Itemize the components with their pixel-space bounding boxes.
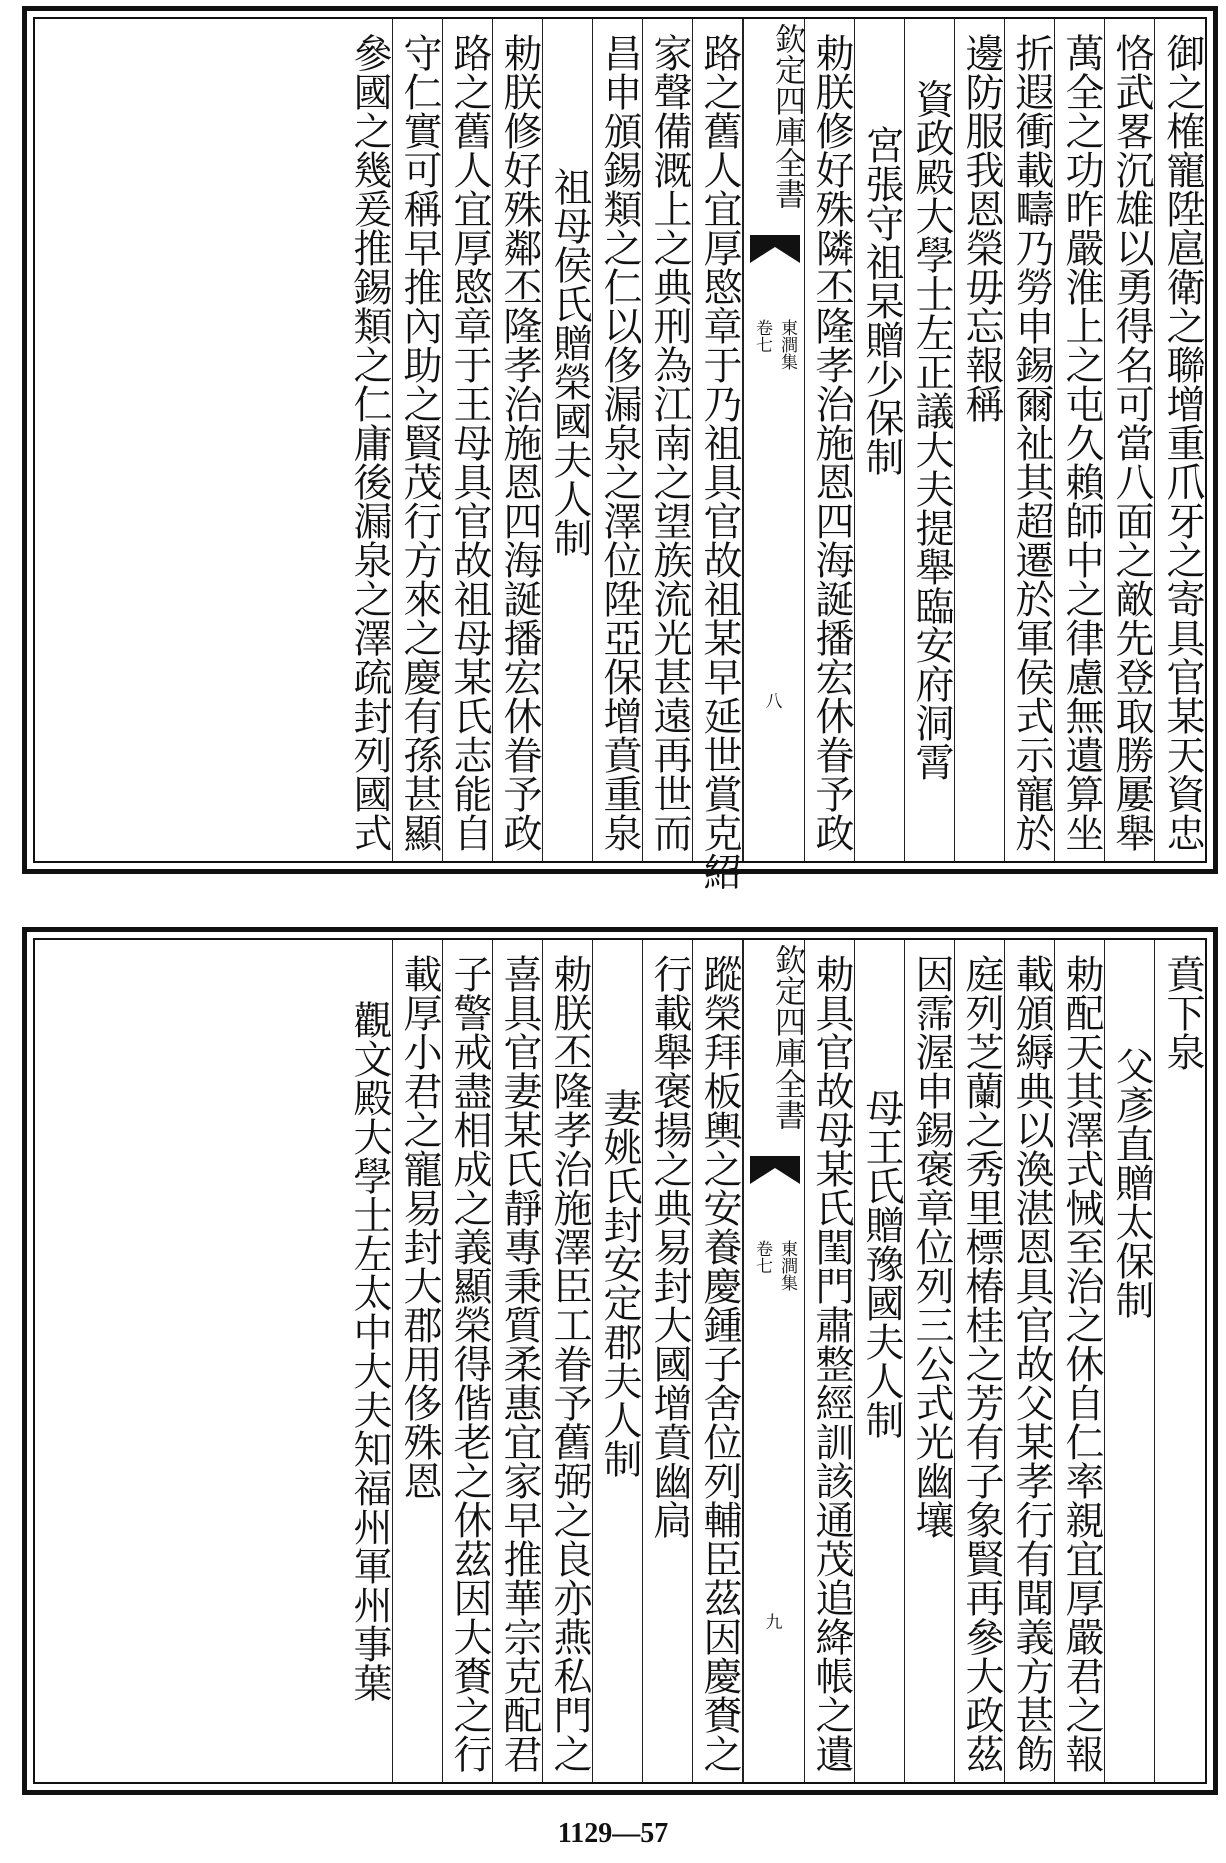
text-column: 路之舊人宜厚愍章于乃祖具官故祖某早延世賞克紹 [693,19,743,861]
volume-label: 卷七 [752,1240,772,1274]
fish-tail-mark-icon [748,233,802,267]
book-series-title: 欽定四庫全書 [769,944,805,1130]
folio-number: 九 [765,1613,783,1633]
volume-label: 卷七 [752,319,772,353]
bottom-page-columns [35,940,1205,1782]
text-column: 邊防服我恩榮毋忘報稱 [955,19,1005,861]
text-column: 勅配天其澤式悈至治之休自仁率親宜厚嚴君之報 [1055,940,1105,1782]
text-column-heading: 父彥直贈太保制 [1105,940,1155,1782]
book-series-title: 欽定四庫全書 [769,23,805,209]
text-column: 參國之幾爰推錫類之仁庸後漏泉之澤疏封列國式 [343,19,393,861]
text-column: 家聲備溉上之典刑為江南之望族流光甚遠再世而 [643,19,693,861]
center-fold [743,940,805,1782]
center-fold [743,19,805,861]
page-footer-number: 1129—57 [557,1818,669,1849]
text-column: 御之榷寵陞扈衛之聯增重爪牙之寄具官某天資忠 [1160,33,1205,852]
text-column-heading: 祖母侯氏贈榮國夫人制 [543,19,593,861]
text-column: 載頒縟典以渙湛恩具官故父某孝行有聞義方甚飭 [1005,940,1055,1782]
text-column: 賁下泉 [1160,954,1205,1071]
text-column: 勅朕修好殊鄰丕隆孝治施恩四海誕播宏休眷予政 [493,19,543,861]
text-column: 因霈渥申錫褒章位列三公式光幽壤 [905,940,955,1782]
text-column: 守仁實可稱早推內助之賢茂行方來之慶有孫甚顯 [393,19,443,861]
text-column: 折遐衝載疇乃勞申錫爾祉其超遷於軍侯式示寵於 [1005,19,1055,861]
text-column-heading: 母王氏贈豫國夫人制 [855,940,905,1782]
text-column: 子警戒盡相成之義顯榮得偕老之休茲因大賚之行 [443,940,493,1782]
bottom-page [22,927,1218,1795]
top-page-columns [35,19,1205,891]
text-column: 喜具官妻某氏靜專秉質柔惠宜家早推華宗克配君 [493,940,543,1782]
text-column: 行載舉褒揚之典易封大國增賁幽扃 [643,940,693,1782]
text-column: 昌申頒錫類之仁以侈漏泉之澤位陞亞保增賁重泉 [593,19,643,861]
text-column: 恪武畧沉雄以勇得名可當八面之敵先登取勝屢舉 [1105,19,1155,861]
text-column: 勅朕丕隆孝治施澤臣工眷予舊弼之良亦燕私門之 [543,940,593,1782]
fish-tail-mark-icon [748,1154,802,1188]
text-column: 蹤榮拜板輿之安養慶鍾子舍位列輔臣茲因慶賚之 [693,940,743,1782]
book-title: 東澗集 [777,319,797,370]
text-column-heading: 資政殿大學士左正議大夫提舉臨安府洞霄 [905,19,955,861]
text-column-heading: 觀文殿大學士左太中大夫知福州軍州事葉 [343,940,393,1782]
text-column: 勅具官故母某氏閨門肅整經訓該通茂追絳帳之遺 [805,940,855,1782]
text-column-heading: 妻姚氏封安定郡夫人制 [593,940,643,1782]
top-page-frame [33,17,1207,891]
bottom-page-frame [33,938,1207,1784]
text-column: 載厚小君之寵易封大郡用侈殊恩 [393,940,443,1782]
top-page [22,6,1218,891]
text-column-heading: 宮張守祖杲贈少保制 [855,19,905,861]
text-column: 庭列芝蘭之秀里標椿桂之芳有子象賢再參大政茲 [955,940,1005,1782]
text-column: 勅朕修好殊隣丕隆孝治施恩四海誕播宏休眷予政 [805,19,855,861]
text-column: 萬全之功昨嚴淮上之屯久賴師中之律慮無遺算坐 [1055,19,1105,861]
text-column: 路之舊人宜厚愍章于王母具官故祖母某氏志能自 [443,19,493,861]
book-title: 東澗集 [777,1240,797,1291]
folio-number: 八 [765,692,783,712]
